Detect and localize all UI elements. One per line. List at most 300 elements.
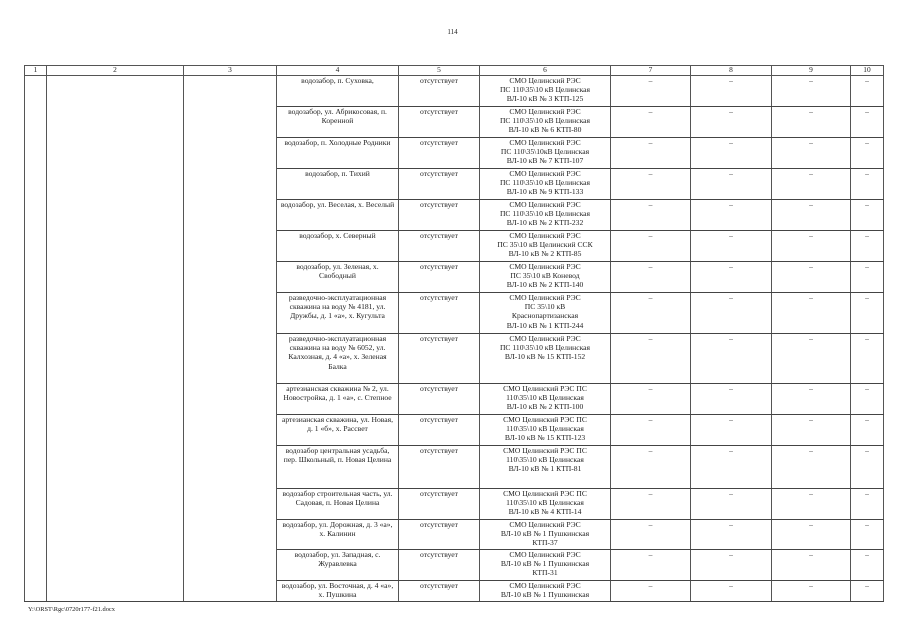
cell-empty <box>25 107 47 138</box>
column-number-row <box>25 66 884 76</box>
power-source-line: СМО Целинский РЭС <box>509 76 581 85</box>
cell-empty <box>47 231 184 262</box>
cell-dash <box>772 415 851 446</box>
power-source-line: ВЛ-10 кВ № 1 Пушкинская <box>500 590 590 600</box>
cell-power-source <box>480 138 611 169</box>
cell-dash <box>691 384 772 415</box>
dash-mark: – <box>865 262 869 271</box>
dash-mark: – <box>729 76 733 85</box>
cell-empty <box>25 169 47 200</box>
cell-dash <box>851 200 884 231</box>
power-source-line: ПС 110\35\10 кВ Целинская <box>499 209 591 219</box>
dash-mark: – <box>729 489 733 498</box>
cell-dash <box>851 581 884 602</box>
cell-status: отсутствует <box>399 262 480 293</box>
cell-dash <box>772 262 851 293</box>
power-source-line: ВЛ-10 кВ № 7 КТП-107 <box>506 156 584 166</box>
cell-object-name: водозабор центральная усадьба, пер. Школьный, п. Новая Целина <box>277 446 399 489</box>
cell-power-source <box>480 169 611 200</box>
cell-status: отсутствует <box>399 138 480 169</box>
cell-object-name: разведочно-эксплуатационная скважина на воду № 6052, ул. Калхозная, д. 4 «а», х. Зеленая Балка <box>277 334 399 384</box>
dash-mark: – <box>648 520 653 529</box>
cell-empty <box>184 446 277 489</box>
dash-mark: – <box>648 138 653 147</box>
dash-mark: – <box>865 581 869 590</box>
dash-mark: – <box>809 415 813 424</box>
cell-power-source <box>480 334 611 384</box>
dash-mark: – <box>648 489 653 498</box>
cell-dash <box>772 107 851 138</box>
table-row <box>25 334 884 384</box>
dash-mark: – <box>729 581 733 590</box>
cell-dash <box>691 446 772 489</box>
cell-dash <box>611 446 691 489</box>
dash-mark: – <box>648 384 653 393</box>
cell-dash <box>851 520 884 550</box>
cell-dash <box>772 76 851 107</box>
power-source-line: ПС 110\35\10 кВ Целинская <box>499 178 591 188</box>
cell-empty <box>25 520 47 550</box>
cell-empty <box>47 489 184 520</box>
table-row <box>25 520 884 550</box>
cell-object-name: водозабор, п. Холодные Родники <box>277 138 399 169</box>
table-row <box>25 550 884 581</box>
cell-empty <box>184 581 277 602</box>
cell-power-source <box>480 520 611 550</box>
cell-object-name: водозабор, ул. Веселая, х. Веселый <box>277 200 399 231</box>
file-path: Y:\ORST\Rgc\0720r177-f21.docx <box>28 606 115 613</box>
dash-mark: – <box>865 550 869 559</box>
cell-empty <box>47 384 184 415</box>
dash-mark: – <box>729 446 733 455</box>
cell-dash <box>611 334 691 384</box>
cell-dash <box>691 520 772 550</box>
cell-object-name: артезианская скважина № 2, ул. Новостройка, д. 1 «а», с. Степное <box>277 384 399 415</box>
cell-empty <box>25 76 47 107</box>
cell-object-name: водозабор, п. Суховка, <box>277 76 399 107</box>
cell-power-source <box>480 107 611 138</box>
dash-mark: – <box>648 415 653 424</box>
cell-empty <box>47 334 184 384</box>
power-source-line: СМО Целинский РЭС <box>509 334 581 343</box>
cell-status: отсутствует <box>399 415 480 446</box>
cell-dash <box>851 169 884 200</box>
cell-dash <box>772 384 851 415</box>
cell-empty <box>25 446 47 489</box>
dash-mark: – <box>865 231 869 240</box>
cell-empty <box>184 138 277 169</box>
cell-dash <box>611 76 691 107</box>
power-source-line: СМО Целинский РЭС <box>509 262 581 271</box>
cell-object-name: водозабор, ул. Абрикосовая, п. Коренной <box>277 107 399 138</box>
dash-mark: – <box>648 262 653 271</box>
power-source-line: 110\35\10 кВ Целинская <box>506 393 584 403</box>
dash-mark: – <box>865 489 869 498</box>
dash-mark: – <box>809 520 813 529</box>
cell-dash <box>611 550 691 581</box>
power-source-line: КТП-37 <box>532 538 558 548</box>
cell-dash <box>851 550 884 581</box>
cell-dash <box>611 384 691 415</box>
dash-mark: – <box>809 231 813 240</box>
cell-dash <box>851 384 884 415</box>
dash-mark: – <box>729 415 733 424</box>
dash-mark: – <box>865 334 869 343</box>
table-row <box>25 138 884 169</box>
cell-dash <box>611 293 691 334</box>
cell-object-name: водозабор строительная часть, ул. Садовая, п. Новая Целина <box>277 489 399 520</box>
cell-dash <box>772 489 851 520</box>
power-source-line: ПС 35\10 кВ Коневод <box>510 271 580 281</box>
power-source-line: СМО Целинский РЭС <box>509 200 581 209</box>
cell-dash <box>772 446 851 489</box>
cell-dash <box>691 550 772 581</box>
power-source-line: ПС 35\10 кВ <box>524 302 566 312</box>
cell-empty <box>25 415 47 446</box>
power-source-line: ВЛ-10 кВ № 3 КТП-125 <box>506 94 584 104</box>
power-source-line: ВЛ-10 кВ № 2 КТП-140 <box>506 280 584 290</box>
cell-dash <box>611 138 691 169</box>
cell-dash <box>611 520 691 550</box>
power-source-line: СМО Целинский РЭС ПС <box>503 489 587 498</box>
cell-status: отсутствует <box>399 581 480 602</box>
dash-mark: – <box>865 446 869 455</box>
cell-status: отсутствует <box>399 76 480 107</box>
power-source-line: ВЛ-10 кВ № 2 КТП-85 <box>508 249 582 259</box>
cell-dash <box>691 581 772 602</box>
dash-mark: – <box>648 107 653 116</box>
cell-dash <box>691 262 772 293</box>
power-source-line: КТП-31 <box>532 568 558 578</box>
cell-dash <box>611 489 691 520</box>
dash-mark: – <box>729 138 733 147</box>
cell-empty <box>47 581 184 602</box>
cell-status: отсутствует <box>399 446 480 489</box>
cell-empty <box>47 76 184 107</box>
cell-status: отсутствует <box>399 169 480 200</box>
power-source-line: СМО Целинский РЭС <box>509 231 581 240</box>
power-source-line: ПС 110\35\10 кВ Целинская <box>499 85 591 95</box>
cell-dash <box>772 581 851 602</box>
cell-power-source <box>480 384 611 415</box>
cell-empty <box>47 550 184 581</box>
power-source-line: 110\35\10 кВ Целинская <box>506 424 584 434</box>
cell-empty <box>184 334 277 384</box>
cell-empty <box>47 520 184 550</box>
cell-power-source <box>480 415 611 446</box>
cell-empty <box>47 200 184 231</box>
cell-status: отсутствует <box>399 107 480 138</box>
power-source-line: СМО Целинский РЭС ПС <box>503 446 587 455</box>
dash-mark: – <box>648 76 653 85</box>
dash-mark: – <box>809 334 813 343</box>
power-source-line: ВЛ-10 кВ № 1 Пушкинская <box>500 559 590 569</box>
dash-mark: – <box>865 107 869 116</box>
column-header-7: 7 <box>611 66 691 76</box>
dash-mark: – <box>809 550 813 559</box>
power-source-line: ВЛ-10 кВ № 2 КТП-232 <box>506 218 584 228</box>
dash-mark: – <box>809 76 813 85</box>
cell-empty <box>184 489 277 520</box>
power-source-line: ВЛ-10 кВ № 9 КТП-133 <box>506 187 584 197</box>
power-source-line: СМО Целинский РЭС ПС <box>503 384 587 393</box>
column-header-8: 8 <box>691 66 772 76</box>
cell-dash <box>851 415 884 446</box>
cell-empty <box>184 415 277 446</box>
cell-status: отсутствует <box>399 293 480 334</box>
table-row <box>25 384 884 415</box>
dash-mark: – <box>865 384 869 393</box>
cell-empty <box>25 231 47 262</box>
cell-empty <box>184 107 277 138</box>
table-row <box>25 200 884 231</box>
cell-object-name: водозабор, ул. Зеленая, х. Свободный <box>277 262 399 293</box>
cell-empty <box>184 76 277 107</box>
power-source-line: СМО Целинский РЭС <box>509 550 581 559</box>
cell-power-source <box>480 200 611 231</box>
cell-dash <box>772 200 851 231</box>
cell-status: отсутствует <box>399 384 480 415</box>
cell-object-name: разведочно-эксплуатационная скважина на воду № 4181, ул. Дружбы, д. 1 «а», х. Кугульта <box>277 293 399 334</box>
dash-mark: – <box>865 76 869 85</box>
dash-mark: – <box>729 107 733 116</box>
column-header-4: 4 <box>277 66 399 76</box>
dash-mark: – <box>729 550 733 559</box>
cell-dash <box>772 520 851 550</box>
table-row <box>25 489 884 520</box>
cell-empty <box>25 138 47 169</box>
cell-empty <box>25 262 47 293</box>
cell-empty <box>47 446 184 489</box>
cell-dash <box>691 169 772 200</box>
cell-empty <box>47 107 184 138</box>
cell-empty <box>184 384 277 415</box>
cell-empty <box>184 550 277 581</box>
cell-power-source <box>480 76 611 107</box>
cell-status: отсутствует <box>399 489 480 520</box>
cell-dash <box>691 107 772 138</box>
cell-status: отсутствует <box>399 231 480 262</box>
table-row <box>25 76 884 107</box>
table-row <box>25 446 884 489</box>
dash-mark: – <box>809 581 813 590</box>
dash-mark: – <box>809 107 813 116</box>
cell-dash <box>772 231 851 262</box>
page-number: 114 <box>447 28 458 36</box>
cell-empty <box>184 520 277 550</box>
cell-empty <box>184 231 277 262</box>
power-source-line: ПС 35\10 кВ Целинский ССК <box>497 240 593 250</box>
cell-empty <box>47 138 184 169</box>
cell-power-source <box>480 489 611 520</box>
table-row <box>25 169 884 200</box>
power-source-line: ВЛ-10 кВ № 1 Пушкинская <box>500 529 590 539</box>
cell-dash <box>851 489 884 520</box>
power-source-line: ВЛ-10 кВ № 6 КТП-80 <box>508 125 582 135</box>
power-source-line: Краснопартизанская <box>511 311 579 321</box>
cell-power-source <box>480 293 611 334</box>
dash-mark: – <box>648 581 653 590</box>
cell-empty <box>25 334 47 384</box>
cell-object-name: водозабор, х. Северный <box>277 231 399 262</box>
power-source-line: 110\35\10 кВ Целинская <box>506 498 584 508</box>
power-source-line: 110\35\10 кВ Целинская <box>506 455 584 465</box>
power-source-line: СМО Целинский РЭС <box>509 581 581 590</box>
cell-object-name: артезианская скважина, ул. Новая, д. 1 «б», х. Рассвет <box>277 415 399 446</box>
dash-mark: – <box>648 231 653 240</box>
cell-power-source <box>480 262 611 293</box>
table-row <box>25 581 884 602</box>
dash-mark: – <box>729 520 733 529</box>
dash-mark: – <box>809 489 813 498</box>
dash-mark: – <box>729 334 733 343</box>
power-source-line: СМО Целинский РЭС <box>509 293 581 302</box>
cell-empty <box>25 581 47 602</box>
dash-mark: – <box>809 293 813 302</box>
table-row <box>25 107 884 138</box>
dash-mark: – <box>809 384 813 393</box>
dash-mark: – <box>648 169 653 178</box>
power-source-line: СМО Целинский РЭС <box>509 169 581 178</box>
cell-dash <box>851 446 884 489</box>
cell-dash <box>851 138 884 169</box>
power-source-line: ВЛ-10 кВ № 15 КТП-123 <box>504 433 586 443</box>
cell-dash <box>772 293 851 334</box>
power-source-line: ВЛ-10 кВ № 1 КТП-81 <box>508 464 582 474</box>
dash-mark: – <box>865 520 869 529</box>
cell-empty <box>184 169 277 200</box>
dash-mark: – <box>729 169 733 178</box>
dash-mark: – <box>865 293 869 302</box>
power-source-line: СМО Целинский РЭС <box>509 138 581 147</box>
dash-mark: – <box>809 262 813 271</box>
cell-empty <box>47 262 184 293</box>
table-row <box>25 231 884 262</box>
document-table <box>24 65 884 602</box>
cell-empty <box>47 169 184 200</box>
cell-dash <box>611 262 691 293</box>
column-header-9: 9 <box>772 66 851 76</box>
table-body <box>25 76 884 602</box>
dash-mark: – <box>865 138 869 147</box>
cell-status: отсутствует <box>399 520 480 550</box>
dash-mark: – <box>648 334 653 343</box>
column-header-3: 3 <box>184 66 277 76</box>
cell-object-name: водозабор, ул. Дорожная, д. 3 «а», х. Калинин <box>277 520 399 550</box>
cell-dash <box>691 76 772 107</box>
power-source-line: ВЛ-10 кВ № 15 КТП-152 <box>504 352 586 362</box>
power-source-line: СМО Целинский РЭС <box>509 520 581 529</box>
power-source-line: СМО Целинский РЭС ПС <box>503 415 587 424</box>
cell-dash <box>611 107 691 138</box>
cell-empty <box>25 293 47 334</box>
cell-dash <box>611 581 691 602</box>
column-header-1: 1 <box>25 66 47 76</box>
dash-mark: – <box>809 169 813 178</box>
dash-mark: – <box>865 169 869 178</box>
power-source-line: СМО Целинский РЭС <box>509 107 581 116</box>
cell-dash <box>772 334 851 384</box>
cell-dash <box>851 76 884 107</box>
cell-empty <box>25 550 47 581</box>
table-row <box>25 415 884 446</box>
power-source-line: ВЛ-10 кВ № 1 КТП-244 <box>506 320 584 330</box>
cell-dash <box>691 489 772 520</box>
dash-mark: – <box>729 384 733 393</box>
cell-dash <box>691 231 772 262</box>
cell-dash <box>772 138 851 169</box>
cell-power-source <box>480 231 611 262</box>
cell-empty <box>25 384 47 415</box>
cell-object-name: водозабор, ул. Восточная, д. 4 «а», х. Пушкина <box>277 581 399 602</box>
dash-mark: – <box>809 446 813 455</box>
cell-dash <box>691 334 772 384</box>
cell-power-source <box>480 550 611 581</box>
cell-empty <box>184 200 277 231</box>
dash-mark: – <box>729 293 733 302</box>
column-header-6: 6 <box>480 66 611 76</box>
dash-mark: – <box>809 138 813 147</box>
cell-status: отсутствует <box>399 200 480 231</box>
cell-dash <box>772 169 851 200</box>
cell-dash <box>611 415 691 446</box>
dash-mark: – <box>809 200 813 209</box>
cell-dash <box>772 550 851 581</box>
cell-status: отсутствует <box>399 334 480 384</box>
column-header-10: 10 <box>851 66 884 76</box>
cell-object-name: водозабор, п. Тихий <box>277 169 399 200</box>
cell-dash <box>851 107 884 138</box>
cell-dash <box>611 231 691 262</box>
power-source-line: ПС 110\35\10 кВ Целинская <box>499 343 591 353</box>
dash-mark: – <box>648 293 653 302</box>
dash-mark: – <box>648 446 653 455</box>
dash-mark: – <box>865 415 869 424</box>
cell-power-source <box>480 581 611 602</box>
cell-dash <box>691 293 772 334</box>
dash-mark: – <box>865 200 869 209</box>
cell-empty <box>47 415 184 446</box>
cell-dash <box>851 262 884 293</box>
cell-dash <box>611 200 691 231</box>
table-row <box>25 293 884 334</box>
cell-empty <box>25 489 47 520</box>
cell-dash <box>851 334 884 384</box>
cell-dash <box>611 169 691 200</box>
dash-mark: – <box>729 231 733 240</box>
power-source-line: ВЛ-10 кВ № 4 КТП-14 <box>508 507 582 517</box>
table-row <box>25 262 884 293</box>
cell-power-source <box>480 446 611 489</box>
cell-dash <box>691 200 772 231</box>
dash-mark: – <box>729 262 733 271</box>
dash-mark: – <box>648 200 653 209</box>
cell-dash <box>691 138 772 169</box>
cell-object-name: водозабор, ул. Западная, с. Журавлевка <box>277 550 399 581</box>
cell-status: отсутствует <box>399 550 480 581</box>
cell-empty <box>25 200 47 231</box>
cell-dash <box>851 293 884 334</box>
cell-dash <box>691 415 772 446</box>
power-source-line: ПС 110\35\10 кВ Целинская <box>499 116 591 126</box>
column-header-5: 5 <box>399 66 480 76</box>
column-header-2: 2 <box>47 66 184 76</box>
power-source-line: ПС 110\35\10кВ Целинская <box>500 147 590 157</box>
cell-empty <box>184 293 277 334</box>
dash-mark: – <box>729 200 733 209</box>
dash-mark: – <box>648 550 653 559</box>
cell-empty <box>184 262 277 293</box>
